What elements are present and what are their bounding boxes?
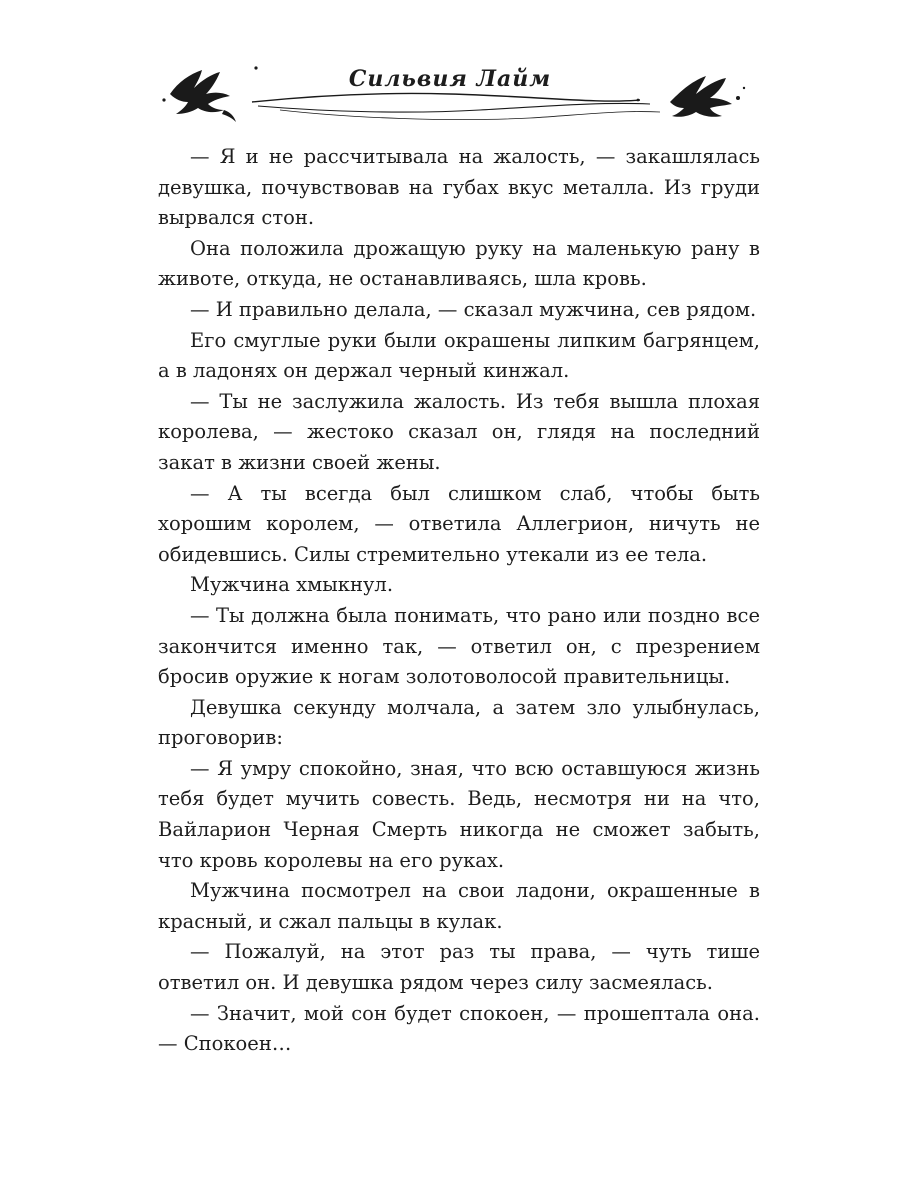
paragraph: — Пожалуй, на этот раз ты права, — чуть тише ответил он. И девушка рядом через силу засмеялась. bbox=[158, 940, 760, 995]
header-ornament bbox=[150, 52, 750, 132]
header-flourish-line bbox=[252, 93, 640, 102]
paragraph: — А ты всегда был слишком слаб, чтобы быть хорошим королем, — ответила Аллегрион, ничуть не обидевшись. Силы стремительно утекали из ее тела. bbox=[158, 481, 760, 566]
paragraph: Мужчина хмыкнул. bbox=[190, 573, 394, 597]
running-header bbox=[150, 52, 750, 132]
paragraph: — Ты должна была понимать, что рано или поздно все закончится именно так, — ответил он, с презрением бросив оружие к ногам золотоволосой правительницы. bbox=[158, 603, 760, 689]
paragraph: — Ты не заслужила жалость. Из тебя вышла плохая королева, — жестоко сказал он, глядя на последний закат в жизни своей жены. bbox=[158, 389, 760, 474]
paragraph: — И правильно делала, — сказал мужчина, сев рядом. bbox=[190, 297, 757, 321]
paragraph: — Я и не рассчитывала на жалость, — закашлялась девушка, почувствовав на губах вкус металла. Из груди вырвался стон. bbox=[158, 145, 760, 230]
body-text bbox=[158, 142, 760, 1060]
header-flourish-line bbox=[258, 103, 650, 112]
paragraph: — Значит, мой сон будет спокоен, — прошептала она. — Спокоен… bbox=[158, 1001, 760, 1056]
paragraph: Девушка секунду молчала, а затем зло улыбнулась, проговорив: bbox=[158, 695, 760, 750]
paragraph: Мужчина посмотрел на свои ладони, окрашенные в красный, и сжал пальцы в кулак. bbox=[158, 879, 760, 933]
paragraph: — Я умру спокойно, зная, что всю оставшуюся жизнь тебя будет мучить совесть. Ведь, несмотря ни на что, Вайларион Черная Смерть никогда не сможет забыть, что кровь королевы на его руках. bbox=[158, 756, 760, 872]
paragraph: Она положила дрожащую руку на маленькую рану в животе, откуда, не останавливаясь, шла кровь. bbox=[158, 236, 760, 291]
paragraph: Его смуглые руки были окрашены липким багрянцем, а в ладонях он держал черный кинжал. bbox=[158, 328, 760, 383]
author-name: Сильвия Лайм bbox=[348, 66, 552, 92]
